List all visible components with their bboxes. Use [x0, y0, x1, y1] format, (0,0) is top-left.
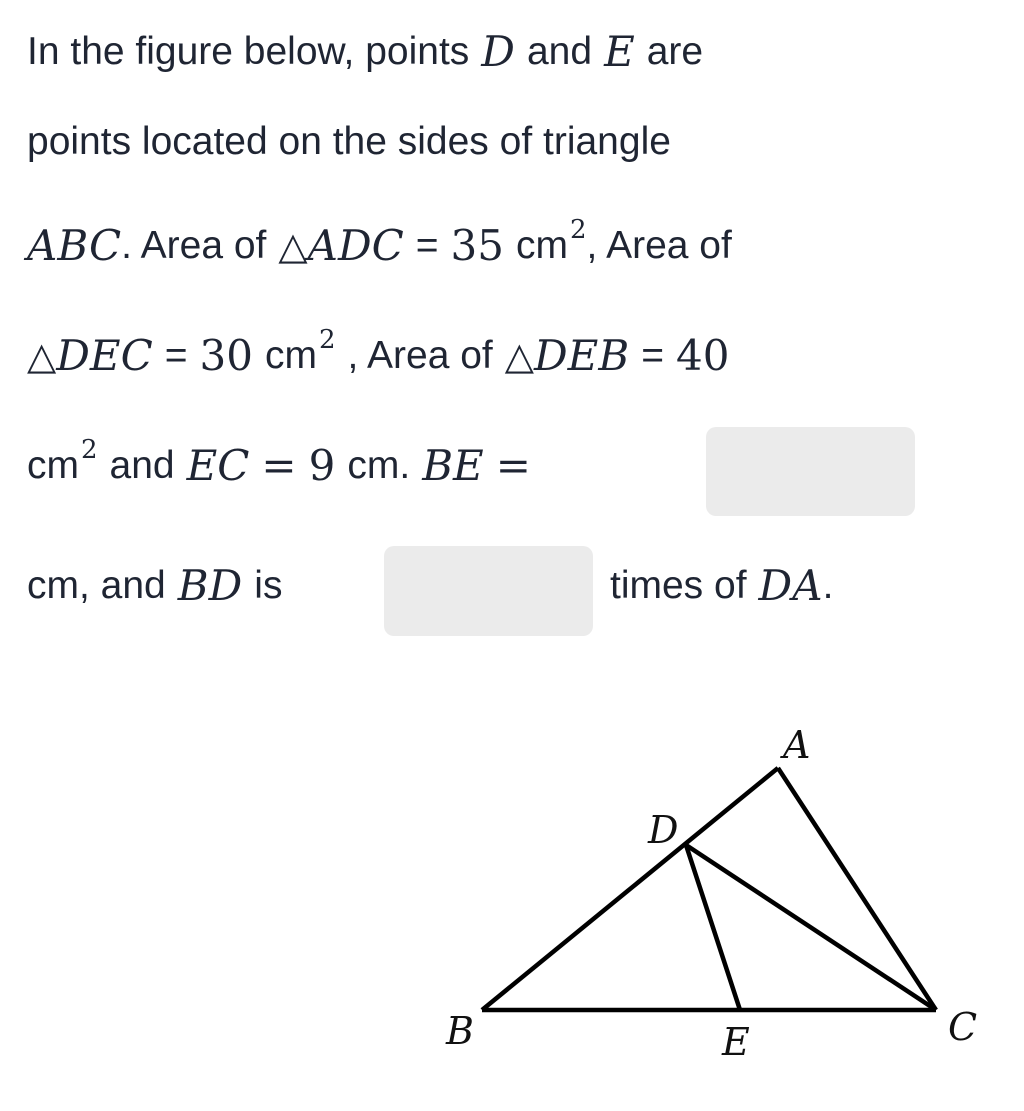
length-value: 9	[308, 441, 336, 490]
vertex-label-d: D	[648, 808, 679, 852]
text: .	[822, 564, 834, 607]
math-var-da: DA	[758, 561, 823, 610]
exponent: 2	[570, 215, 587, 245]
segment-dc	[686, 845, 936, 1010]
exponent: 2	[318, 325, 336, 355]
text: , Area of	[347, 334, 493, 377]
text: times of	[610, 564, 747, 607]
area-value: 35	[450, 221, 504, 270]
text: and	[109, 444, 175, 487]
unit: cm	[264, 334, 317, 377]
math-var-abc: ABC	[27, 221, 122, 270]
vertex-label-e: E	[722, 1020, 750, 1064]
triangle-symbol: △	[504, 334, 534, 378]
vertex-label-c: C	[948, 1005, 978, 1049]
segment-ac	[778, 768, 936, 1010]
exponent: 2	[81, 435, 98, 465]
math-var-ec: EC	[186, 441, 250, 490]
math-var-adc: ADC	[307, 221, 404, 270]
text: cm.	[347, 444, 411, 487]
math-var-e: E	[604, 27, 635, 76]
equals-sign: =	[495, 441, 531, 490]
area-value: 40	[675, 331, 730, 380]
triangle-symbol: △	[27, 334, 57, 378]
math-var-dec: DEC	[56, 331, 153, 380]
unit: cm	[27, 444, 79, 487]
vertex-label-a: A	[783, 723, 811, 767]
text: are	[646, 30, 704, 73]
equals-sign: =	[415, 224, 439, 267]
math-var-d: D	[481, 27, 515, 76]
triangle-symbol: △	[278, 224, 308, 268]
math-var-deb: DEB	[533, 331, 630, 380]
math-var-bd: BD	[177, 561, 243, 610]
unit: cm	[516, 224, 568, 267]
text: is	[254, 564, 283, 607]
area-value: 30	[199, 331, 253, 380]
text: . Area of	[121, 224, 267, 267]
text: cm, and	[27, 564, 166, 607]
equals-sign: =	[164, 334, 188, 377]
vertex-label-b: B	[446, 1009, 474, 1053]
text: and	[526, 30, 593, 73]
equals-sign: =	[261, 441, 297, 490]
text: In the figure below, points	[27, 30, 470, 73]
text: points located on the sides of triangle	[27, 120, 671, 163]
segment-ba	[482, 768, 778, 1010]
equals-sign: =	[641, 334, 664, 377]
math-var-be: BE	[422, 441, 484, 490]
segment-de	[686, 845, 740, 1010]
text: , Area of	[586, 224, 732, 267]
